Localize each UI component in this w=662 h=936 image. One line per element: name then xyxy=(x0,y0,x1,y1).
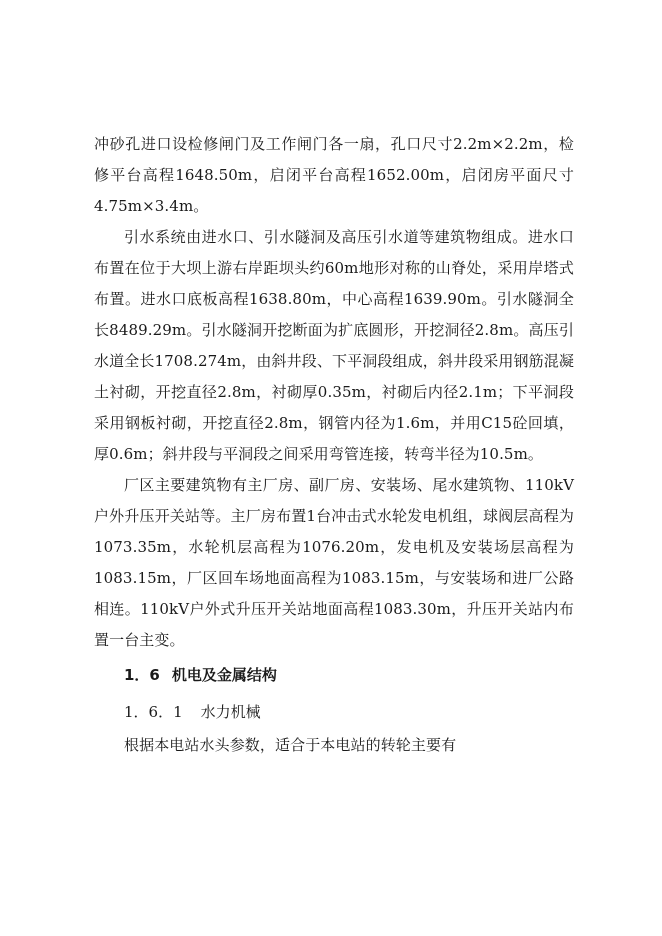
subsection-heading xyxy=(94,697,574,728)
document-body xyxy=(94,129,574,761)
paragraph-water-diversion-system: 引水系统由进水口、引水隧洞及高压引水道等建筑物组成。进水口布置在位于大坝上游右岸距坝头约60m地形对称的山脊处，采用岸塔式布置。进水口底板高程1638.80m，中心高程1639.90m。引水隧洞全长8489.29m。引水隧洞开挖断面为扩底圆形，开挖洞径2.8m。高压引水道全长1708.274m，由斜井段、下平洞段组成，斜井段采用钢筋混凝土衬砌，开挖直径2.8m，衬砌厚0.35m，衬砌后内径2.1m；下平洞段采用钢板衬砌，开挖直径2.8m，钢管内径为1.6m，并用C15砼回填，厚0.6m；斜井段与平洞段之间采用弯管连接，转弯半径为10.5m。 xyxy=(94,228,574,463)
paragraph-powerhouse-area: 厂区主要建筑物有主厂房、副厂房、安装场、尾水建筑物、110kV户外升压开关站等。主厂房布置1台冲击式水轮发电机组，球阀层高程为1073.35m，水轮机层高程为1076.20m，发电机及安装场层高程为1083.15m，厂区回车场地面高程为1083.15m，与安装场和进厂公路相连。110kV户外式升压开关站地面高程1083.30m，升压开关站内布置一台主变。 xyxy=(94,476,574,649)
paragraph-sluice-gate: 冲砂孔进口设检修闸门及工作闸门各一扇，孔口尺寸2.2m×2.2m，检修平台高程1648.50m，启闭平台高程1652.00m，启闭房平面尺寸4.75m×3.4m。 xyxy=(94,135,574,215)
subsection-number: 1．6．1 xyxy=(124,703,183,721)
section-number: 1．6 xyxy=(124,666,160,684)
section-title: 机电及金属结构 xyxy=(171,666,277,684)
subsection-title: 水力机械 xyxy=(200,703,261,721)
paragraph-runner-types: 根据本电站水头参数，适合于本电站的转轮主要有 xyxy=(124,736,457,754)
section-heading xyxy=(94,660,574,691)
